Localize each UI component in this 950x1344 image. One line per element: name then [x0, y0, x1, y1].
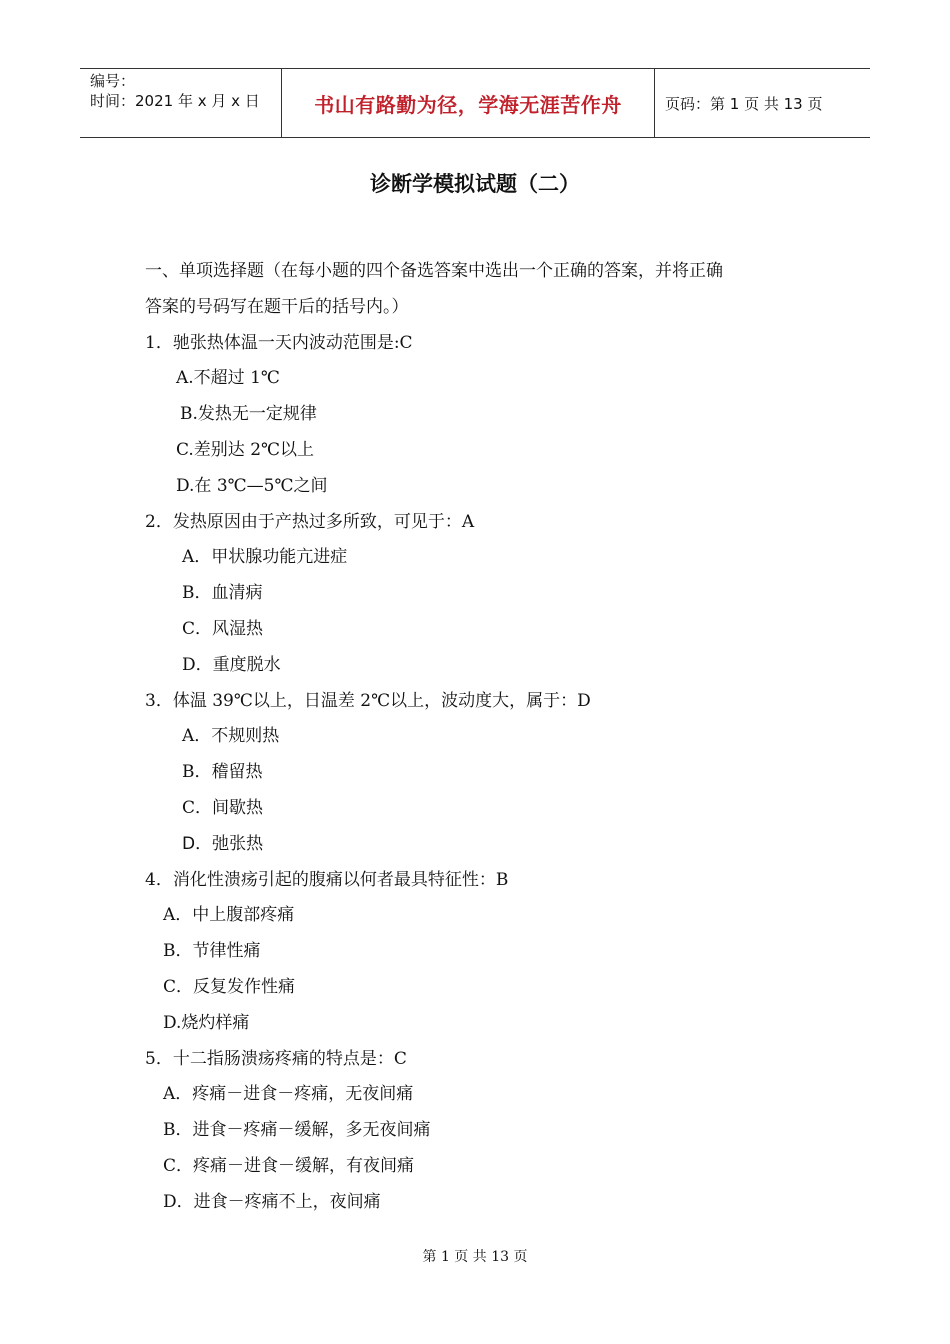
question-2-stem: 2．发热原因由于产热过多所致，可见于：A	[145, 511, 475, 532]
question-3-option-a: A．不规则热	[182, 726, 280, 747]
question-4-stem: 4．消化性溃疡引起的腹痛以何者最具特征性：B	[145, 869, 509, 890]
question-5-option-b: B．进食－疼痛－缓解，多无夜间痛	[163, 1120, 431, 1141]
question-3-stem: 3．体温 39℃以上，日温差 2℃以上，波动度大，属于：D	[145, 690, 591, 711]
question-5-option-c: C．疼痛－进食－缓解，有夜间痛	[163, 1155, 415, 1176]
question-2-option-d: D．重度脱水	[182, 654, 281, 675]
question-section	[145, 254, 825, 1221]
document-title: 诊断学模拟试题（二）	[370, 172, 580, 196]
page-header	[80, 68, 870, 138]
header-page-info: 页码：第 1 页 共 13 页	[665, 94, 823, 113]
section-instruction-line-1: 一、单项选择题（在每小题的四个备选答案中选出一个正确的答案，并将正确	[145, 261, 723, 281]
question-5-stem: 5．十二指肠溃疡疼痛的特点是：C	[145, 1048, 407, 1069]
question-2-option-a: A．甲状腺功能亢进症	[182, 547, 348, 568]
question-4-option-b: B．节律性痛	[163, 941, 261, 962]
question-3-option-b: B．稽留热	[182, 762, 263, 783]
question-3-option-d: D．弛张热	[182, 833, 264, 854]
question-1-option-c: C.差别达 2℃以上	[176, 439, 315, 460]
question-1-option-b: B.发热无一定规律	[180, 404, 317, 425]
section-instruction-line-2: 答案的号码写在题干后的括号内。）	[145, 296, 409, 317]
header-meta	[80, 69, 282, 137]
question-5-option-d: D．进食－疼痛不上，夜间痛	[163, 1191, 381, 1212]
header-number-label: 编号：	[90, 72, 136, 90]
question-1-option-a: A.不超过 1℃	[176, 368, 280, 389]
question-5-option-a: A．疼痛－进食－疼痛，无夜间痛	[163, 1084, 414, 1105]
question-2-option-b: B．血清病	[182, 583, 263, 604]
header-time-label: 时间：2021 年 x 月 x 日	[90, 92, 260, 110]
question-4-option-c: C．反复发作性痛	[163, 976, 296, 997]
question-3-option-c: C．间歇热	[182, 797, 264, 818]
question-1-option-d: D.在 3℃—5℃之间	[176, 475, 328, 496]
question-1-stem: 1．驰张热体温一天内波动范围是:C	[145, 332, 413, 353]
header-motto: 书山有路勤为径，学海无涯苦作舟	[282, 69, 655, 137]
question-2-option-c: C．风湿热	[182, 618, 264, 639]
question-4-option-d: D.烧灼样痛	[163, 1012, 250, 1033]
page-footer: 第 1 页 共 13 页	[422, 1249, 528, 1265]
question-4-option-a: A．中上腹部疼痛	[163, 905, 295, 926]
